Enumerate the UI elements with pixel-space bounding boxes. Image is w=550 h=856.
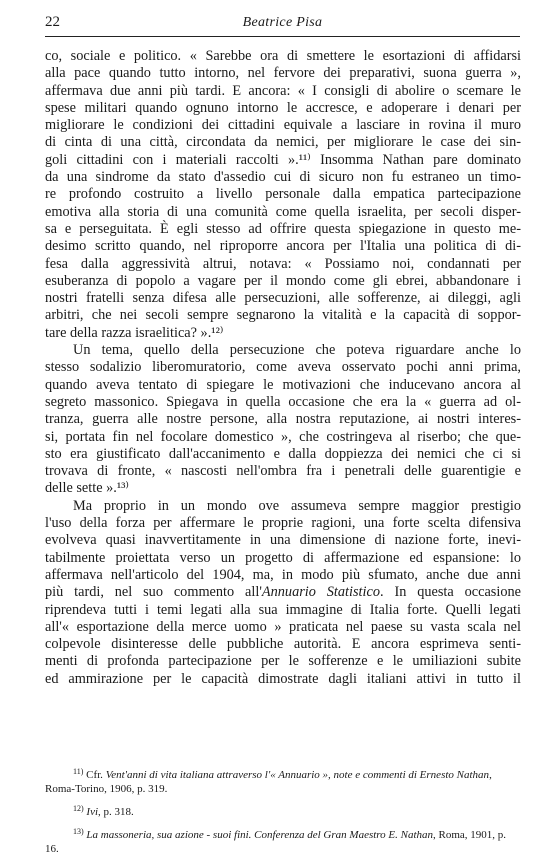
text-segment: . In questa occasione [380,584,521,601]
running-head: Beatrice Pisa [242,15,323,30]
text-line: affermava nell'articolo del 1904, ma, in modo più sfumato, anche due anni [45,566,521,583]
text-line: Ma proprio in un mondo ove assumeva sempre maggior prestigio [73,497,521,514]
footnote-text: , p. 318. [98,806,134,818]
text-line: stesso sodalizio liberomuratorio, come aveva osservato pochi anni prima, [45,359,521,376]
text-line: tabilmente proiettata verso un progetto di affermazione ed espansione: lo [45,549,521,566]
footnote-title-italic: Ivi [86,806,99,818]
footnote-text: , Roma, 1901, p. 16. [45,829,507,855]
text-segment: più tardi, nel suo commento all' [45,584,262,601]
text-line: sto era giustificato dall'accanimento e dalla doppiezza dei nemici che ci si [45,445,521,462]
text-line: all'« esportazione della merce uomo » praticata nel paese su vasta scala nel [45,618,521,635]
footnote-13 [45,825,521,856]
text-line: segreto massonico. Spiegava in quella occasione che era la « guerra ad ol- [45,393,521,410]
text-line: colpevole disinteresse delle pubbliche autorità. E ancora esprimeva senti- [45,636,521,653]
text-line: ed ammirazione per le capacità dimostrate dagli italiani attivi in tutto il [45,670,521,687]
text-line: migliorare le condizioni dei cittadini equivale a lasciare in rovina il muro [45,117,521,134]
text-line: re profondo costruito a livello personale dalla empatica partecipazione [45,186,521,203]
body-text [45,48,521,688]
page-number: 22 [45,14,60,30]
text-line: menti di profonda partecipazione per le sofferenze e le umiliazioni subite [45,653,521,670]
footnote-11 [45,765,521,796]
text-line: di cinta di una città, circondata da nemici, per migliorare le case dei sin- [45,134,521,151]
text-line-mixed [45,584,521,601]
text-line: goli cittadini con i materiali raccolti ».¹¹⁾ Insomma Nathan pare dominato [45,151,521,168]
footnote-mark: 11) [73,767,84,776]
text-line: tranza, guerra alle nostre persone, alla nostra reputazione, ai nostri interes- [45,411,521,428]
text-line: arbitri, che nei secoli sempre segnarono la vitalità e la capacità di soppor- [45,307,521,324]
text-line: evolveva quasi inavvertitamente in una dimensione di nazione forte, inevi- [45,532,521,549]
footnote-title-italic: Vent'anni di vita italiana attraverso l'« Annuario », note e commenti di Ernesto Nathan [105,769,490,781]
footnote-mark: 12) [73,804,84,813]
text-line: affermava due anni più tardi. E ancora: « I consigli di abolire o scemare le [45,82,521,99]
text-line: l'uso della forza per affermare le proprie ragioni, una forte scelta difensiva [45,515,521,532]
footnote-mark: 13) [73,827,84,836]
footnotes [45,765,521,856]
footnote-text: Cfr. [86,769,106,781]
text-line: esuberanza di popolo a vagare per il mondo come gli ebrei, abbandonare i [45,272,521,289]
text-line: alla pace quando tutto intorno, nel fervore dei preparativi, suona guerra », [45,65,521,82]
text-line: da una sindrome da stato d'assedio cui di sicuro non fu estraneo un timo- [45,169,521,186]
text-line: quando aveva tentato di spiegare le motivazioni che inducevano ancora al [45,376,521,393]
page-header [45,14,520,36]
text-line: trovava di fronte, « nascosti nell'ombra fra i penetrali delle guarentigie e [45,463,521,480]
text-line: spese militari quando ognuno intorno le accresce, e adoperare i denari per [45,99,521,116]
text-line: Un tema, quello della persecuzione che poteva riguardare anche lo [73,342,521,359]
header-rule [45,36,520,37]
text-line: riprendeva tutti i temi legati alla sua immagine di Italia forte. Quelli legati [45,601,521,618]
text-line: emotiva alla storia di una comunità come quella israelita, per secoli disper- [45,203,521,220]
footnote-12 [45,802,521,819]
book-title-italic: Annuario Statistico [261,584,380,601]
text-line: fesa dalla aggressività altrui, notava: « Possiamo noi, condannati per [45,255,521,272]
text-line: co, sociale e politico. « Sarebbe ora di smettere le esortazioni di affidarsi [45,48,521,64]
text-line: sa e perseguitata. È egli stesso ad offrire questa spiegazione in questo me- [45,220,521,237]
text-line: tare della razza israelitica? ».¹²⁾ [45,324,224,341]
text-line: desimo scritto quando, nel riproporre ancora per l'Italia una politica di di- [45,238,521,255]
text-line: nostri fratelli senza difesa alle persecuzioni, alle sofferenze, ai dileggi, agli [45,290,521,307]
footnote-title-italic: La massoneria, sua azione - suoi fini. Conferenza del Gran Maestro E. Nathan [86,829,434,841]
footnote-text: , Roma-Torino, 1906, p. 319. [45,769,492,795]
text-line: si, portata fin nel focolare domestico », che costringeva al riserbo; che que- [45,428,521,445]
text-line: delle sette ».¹³⁾ [45,480,129,497]
